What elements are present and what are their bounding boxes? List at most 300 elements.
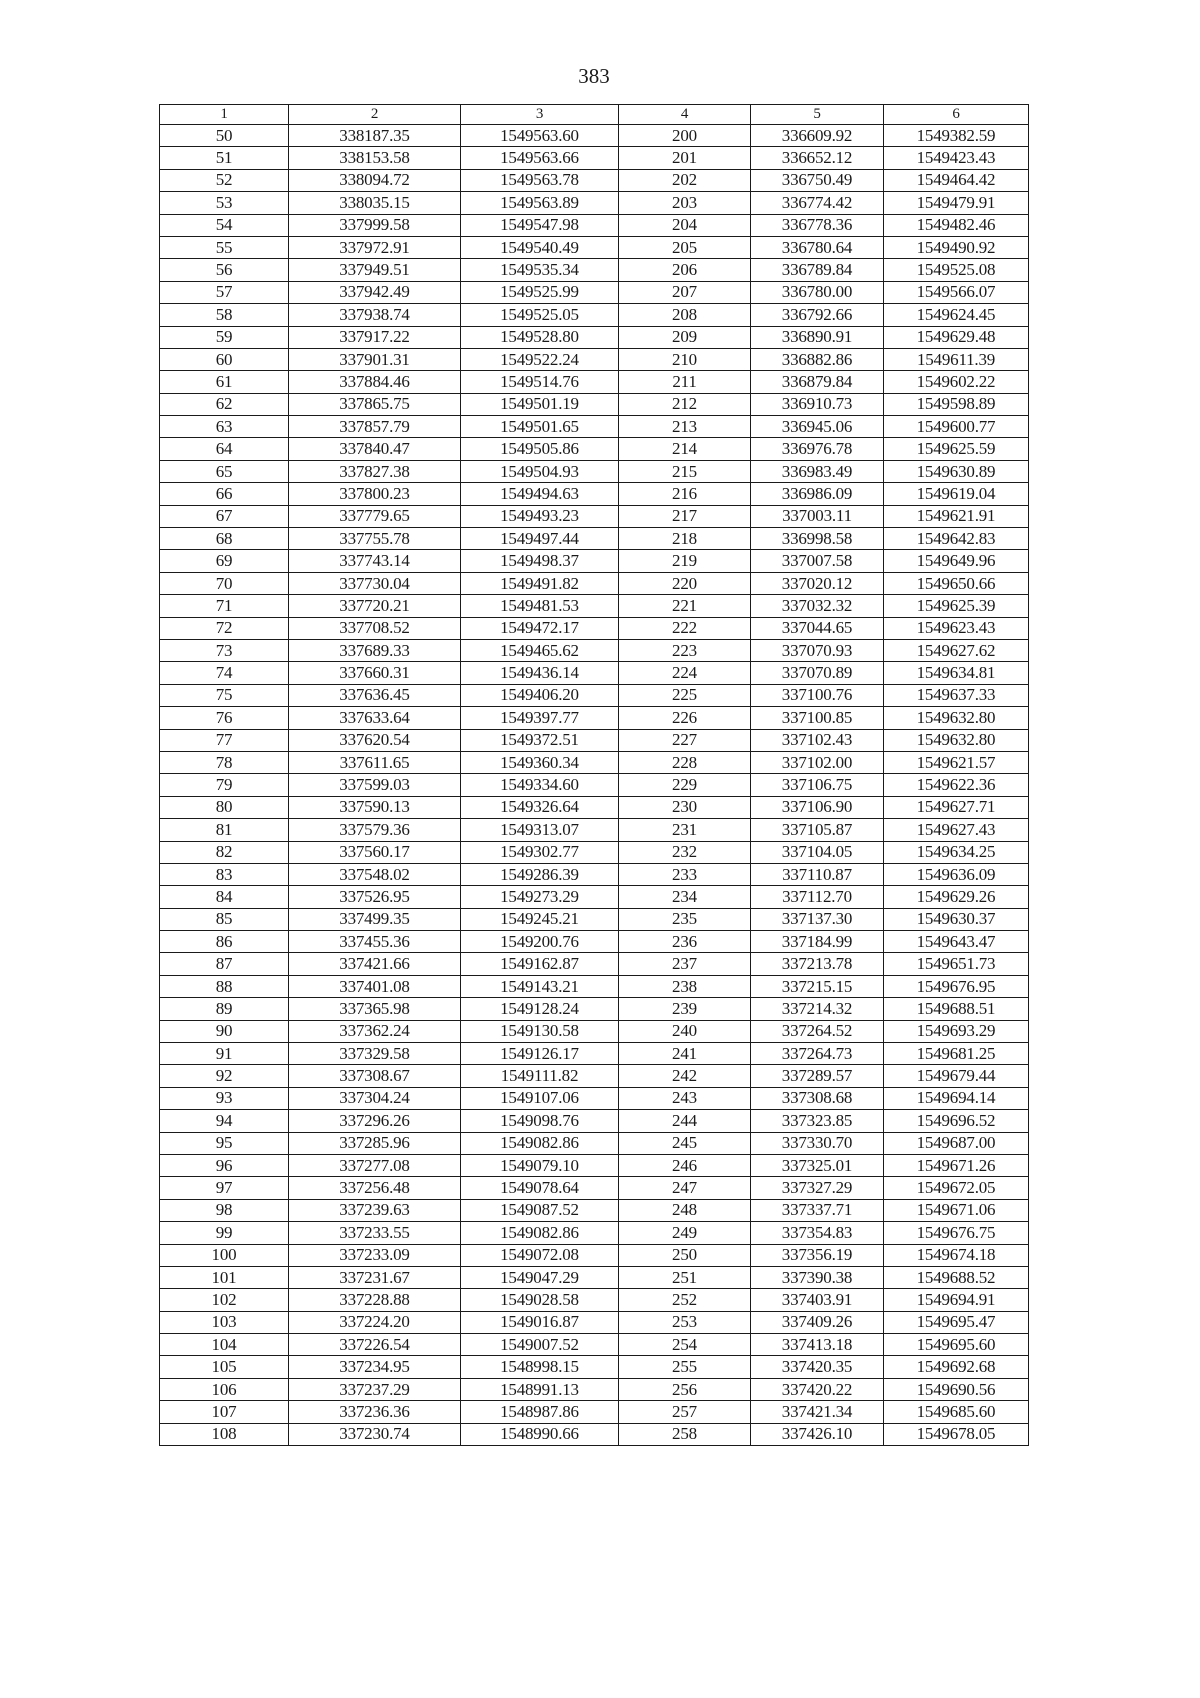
table-row [160,1020,1029,1042]
y-coordinate-cell: 1549072.08 [461,1244,619,1266]
y-coordinate-cell: 1549624.45 [884,304,1029,326]
x-coordinate-cell: 337308.68 [751,1087,884,1109]
point-number-cell: 235 [619,908,751,930]
y-coordinate-cell: 1549695.60 [884,1334,1029,1356]
y-coordinate-cell: 1549563.78 [461,169,619,191]
table-row [160,460,1029,482]
table-row [160,863,1029,885]
x-coordinate-cell: 337403.91 [751,1289,884,1311]
y-coordinate-cell: 1549632.80 [884,707,1029,729]
y-coordinate-cell: 1549028.58 [461,1289,619,1311]
point-number-cell: 241 [619,1043,751,1065]
point-number-cell: 210 [619,348,751,370]
y-coordinate-cell: 1549497.44 [461,528,619,550]
x-coordinate-cell: 337409.26 [751,1311,884,1333]
y-coordinate-cell: 1549685.60 [884,1401,1029,1423]
table-row [160,662,1029,684]
y-coordinate-cell: 1549688.52 [884,1266,1029,1288]
point-number-cell: 105 [160,1356,289,1378]
y-coordinate-cell: 1549619.04 [884,483,1029,505]
y-coordinate-cell: 1549625.59 [884,438,1029,460]
y-coordinate-cell: 1549111.82 [461,1065,619,1087]
y-coordinate-cell: 1549671.26 [884,1154,1029,1176]
point-number-cell: 229 [619,774,751,796]
y-coordinate-cell: 1549678.05 [884,1423,1029,1445]
x-coordinate-cell: 337289.57 [751,1065,884,1087]
x-coordinate-cell: 337708.52 [289,617,461,639]
x-coordinate-cell: 337972.91 [289,236,461,258]
y-coordinate-cell: 1549472.17 [461,617,619,639]
y-coordinate-cell: 1549525.08 [884,259,1029,281]
x-coordinate-cell: 337230.74 [289,1423,461,1445]
table-row [160,819,1029,841]
point-number-cell: 82 [160,841,289,863]
y-coordinate-cell: 1549650.66 [884,572,1029,594]
y-coordinate-cell: 1549688.51 [884,998,1029,1020]
x-coordinate-cell: 337548.02 [289,863,461,885]
point-number-cell: 106 [160,1378,289,1400]
y-coordinate-cell: 1548987.86 [461,1401,619,1423]
y-coordinate-cell: 1549602.22 [884,371,1029,393]
y-coordinate-cell: 1549498.37 [461,550,619,572]
x-coordinate-cell: 337020.12 [751,572,884,594]
x-coordinate-cell: 338035.15 [289,192,461,214]
point-number-cell: 83 [160,863,289,885]
x-coordinate-cell: 336879.84 [751,371,884,393]
point-number-cell: 240 [619,1020,751,1042]
y-coordinate-cell: 1549522.24 [461,348,619,370]
x-coordinate-cell: 337296.26 [289,1110,461,1132]
x-coordinate-cell: 337224.20 [289,1311,461,1333]
y-coordinate-cell: 1549679.44 [884,1065,1029,1087]
y-coordinate-cell: 1549621.91 [884,505,1029,527]
point-number-cell: 81 [160,819,289,841]
point-number-cell: 65 [160,460,289,482]
point-number-cell: 234 [619,886,751,908]
table-row [160,617,1029,639]
table-row [160,998,1029,1020]
y-coordinate-cell: 1549302.77 [461,841,619,863]
point-number-cell: 221 [619,595,751,617]
x-coordinate-cell: 337840.47 [289,438,461,460]
table-row [160,192,1029,214]
point-number-cell: 100 [160,1244,289,1266]
table-row [160,931,1029,953]
point-number-cell: 95 [160,1132,289,1154]
x-coordinate-cell: 337112.70 [751,886,884,908]
y-coordinate-cell: 1549079.10 [461,1154,619,1176]
point-number-cell: 202 [619,169,751,191]
table-row [160,1334,1029,1356]
point-number-cell: 96 [160,1154,289,1176]
point-number-cell: 225 [619,684,751,706]
x-coordinate-cell: 337233.55 [289,1222,461,1244]
table-row [160,348,1029,370]
y-coordinate-cell: 1549128.24 [461,998,619,1020]
x-coordinate-cell: 337070.89 [751,662,884,684]
y-coordinate-cell: 1549600.77 [884,416,1029,438]
table-row [160,1043,1029,1065]
y-coordinate-cell: 1549547.98 [461,214,619,236]
x-coordinate-cell: 337104.05 [751,841,884,863]
y-coordinate-cell: 1549563.66 [461,147,619,169]
y-coordinate-cell: 1549423.43 [884,147,1029,169]
x-coordinate-cell: 337942.49 [289,281,461,303]
point-number-cell: 232 [619,841,751,863]
table-row [160,572,1029,594]
x-coordinate-cell: 337660.31 [289,662,461,684]
point-number-cell: 243 [619,1087,751,1109]
y-coordinate-cell: 1549694.91 [884,1289,1029,1311]
point-number-cell: 223 [619,639,751,661]
y-coordinate-cell: 1549334.60 [461,774,619,796]
point-number-cell: 226 [619,707,751,729]
y-coordinate-cell: 1549623.43 [884,617,1029,639]
x-coordinate-cell: 337277.08 [289,1154,461,1176]
y-coordinate-cell: 1549637.33 [884,684,1029,706]
y-coordinate-cell: 1549681.25 [884,1043,1029,1065]
point-number-cell: 245 [619,1132,751,1154]
point-number-cell: 217 [619,505,751,527]
x-coordinate-cell: 337215.15 [751,975,884,997]
point-number-cell: 252 [619,1289,751,1311]
column-header: 6 [884,105,1029,125]
point-number-cell: 84 [160,886,289,908]
x-coordinate-cell: 337827.38 [289,460,461,482]
point-number-cell: 213 [619,416,751,438]
x-coordinate-cell: 336774.42 [751,192,884,214]
x-coordinate-cell: 337106.75 [751,774,884,796]
x-coordinate-cell: 337285.96 [289,1132,461,1154]
x-coordinate-cell: 336983.49 [751,460,884,482]
point-number-cell: 256 [619,1378,751,1400]
point-number-cell: 246 [619,1154,751,1176]
y-coordinate-cell: 1549630.37 [884,908,1029,930]
point-number-cell: 253 [619,1311,751,1333]
point-number-cell: 238 [619,975,751,997]
x-coordinate-cell: 337231.67 [289,1266,461,1288]
y-coordinate-cell: 1549245.21 [461,908,619,930]
x-coordinate-cell: 337426.10 [751,1423,884,1445]
table-row [160,886,1029,908]
x-coordinate-cell: 336778.36 [751,214,884,236]
point-number-cell: 57 [160,281,289,303]
x-coordinate-cell: 338094.72 [289,169,461,191]
y-coordinate-cell: 1549611.39 [884,348,1029,370]
y-coordinate-cell: 1549382.59 [884,125,1029,147]
point-number-cell: 258 [619,1423,751,1445]
point-number-cell: 230 [619,796,751,818]
x-coordinate-cell: 337137.30 [751,908,884,930]
y-coordinate-cell: 1549501.65 [461,416,619,438]
point-number-cell: 61 [160,371,289,393]
point-number-cell: 215 [619,460,751,482]
point-number-cell: 75 [160,684,289,706]
table-row [160,1177,1029,1199]
y-coordinate-cell: 1549130.58 [461,1020,619,1042]
x-coordinate-cell: 337007.58 [751,550,884,572]
table-row [160,1289,1029,1311]
x-coordinate-cell: 337636.45 [289,684,461,706]
y-coordinate-cell: 1549671.06 [884,1199,1029,1221]
y-coordinate-cell: 1549082.86 [461,1222,619,1244]
y-coordinate-cell: 1549627.62 [884,639,1029,661]
x-coordinate-cell: 337917.22 [289,326,461,348]
y-coordinate-cell: 1549107.06 [461,1087,619,1109]
point-number-cell: 204 [619,214,751,236]
table-row [160,147,1029,169]
table-row [160,438,1029,460]
x-coordinate-cell: 337560.17 [289,841,461,863]
x-coordinate-cell: 337304.24 [289,1087,461,1109]
table-row [160,774,1029,796]
point-number-cell: 206 [619,259,751,281]
y-coordinate-cell: 1549634.25 [884,841,1029,863]
x-coordinate-cell: 337233.09 [289,1244,461,1266]
point-number-cell: 212 [619,393,751,415]
point-number-cell: 107 [160,1401,289,1423]
coordinates-table [159,104,1029,1446]
point-number-cell: 257 [619,1401,751,1423]
point-number-cell: 94 [160,1110,289,1132]
x-coordinate-cell: 337420.22 [751,1378,884,1400]
x-coordinate-cell: 337720.21 [289,595,461,617]
y-coordinate-cell: 1549514.76 [461,371,619,393]
table-row [160,796,1029,818]
y-coordinate-cell: 1549372.51 [461,729,619,751]
point-number-cell: 67 [160,505,289,527]
x-coordinate-cell: 336652.12 [751,147,884,169]
x-coordinate-cell: 337100.76 [751,684,884,706]
point-number-cell: 52 [160,169,289,191]
point-number-cell: 244 [619,1110,751,1132]
y-coordinate-cell: 1549491.82 [461,572,619,594]
point-number-cell: 218 [619,528,751,550]
x-coordinate-cell: 337949.51 [289,259,461,281]
point-number-cell: 86 [160,931,289,953]
x-coordinate-cell: 337184.99 [751,931,884,953]
point-number-cell: 69 [160,550,289,572]
column-header: 3 [461,105,619,125]
x-coordinate-cell: 337579.36 [289,819,461,841]
x-coordinate-cell: 337264.52 [751,1020,884,1042]
table-row [160,1222,1029,1244]
point-number-cell: 231 [619,819,751,841]
x-coordinate-cell: 337330.70 [751,1132,884,1154]
column-header: 4 [619,105,751,125]
x-coordinate-cell: 337413.18 [751,1334,884,1356]
table-row [160,304,1029,326]
x-coordinate-cell: 337730.04 [289,572,461,594]
table-row [160,684,1029,706]
y-coordinate-cell: 1549540.49 [461,236,619,258]
x-coordinate-cell: 338153.58 [289,147,461,169]
coordinates-table-container [159,104,1028,1446]
y-coordinate-cell: 1549465.62 [461,639,619,661]
table-row [160,1401,1029,1423]
y-coordinate-cell: 1549397.77 [461,707,619,729]
table-row [160,729,1029,751]
x-coordinate-cell: 337590.13 [289,796,461,818]
y-coordinate-cell: 1548998.15 [461,1356,619,1378]
y-coordinate-cell: 1549528.80 [461,326,619,348]
table-row [160,1199,1029,1221]
x-coordinate-cell: 337390.38 [751,1266,884,1288]
point-number-cell: 200 [619,125,751,147]
point-number-cell: 78 [160,751,289,773]
y-coordinate-cell: 1549126.17 [461,1043,619,1065]
x-coordinate-cell: 337354.83 [751,1222,884,1244]
point-number-cell: 208 [619,304,751,326]
point-number-cell: 55 [160,236,289,258]
x-coordinate-cell: 337264.73 [751,1043,884,1065]
x-coordinate-cell: 336890.91 [751,326,884,348]
point-number-cell: 222 [619,617,751,639]
x-coordinate-cell: 337421.66 [289,953,461,975]
y-coordinate-cell: 1549525.05 [461,304,619,326]
table-row [160,595,1029,617]
x-coordinate-cell: 337102.00 [751,751,884,773]
x-coordinate-cell: 337308.67 [289,1065,461,1087]
x-coordinate-cell: 337779.65 [289,505,461,527]
point-number-cell: 103 [160,1311,289,1333]
y-coordinate-cell: 1549694.14 [884,1087,1029,1109]
x-coordinate-cell: 337365.98 [289,998,461,1020]
table-row [160,1110,1029,1132]
point-number-cell: 59 [160,326,289,348]
y-coordinate-cell: 1549627.71 [884,796,1029,818]
table-row [160,1378,1029,1400]
y-coordinate-cell: 1549501.19 [461,393,619,415]
point-number-cell: 68 [160,528,289,550]
y-coordinate-cell: 1549629.26 [884,886,1029,908]
table-row [160,908,1029,930]
x-coordinate-cell: 337213.78 [751,953,884,975]
y-coordinate-cell: 1549535.34 [461,259,619,281]
y-coordinate-cell: 1549493.23 [461,505,619,527]
x-coordinate-cell: 337999.58 [289,214,461,236]
y-coordinate-cell: 1549464.42 [884,169,1029,191]
point-number-cell: 233 [619,863,751,885]
point-number-cell: 236 [619,931,751,953]
y-coordinate-cell: 1549651.73 [884,953,1029,975]
x-coordinate-cell: 337800.23 [289,483,461,505]
y-coordinate-cell: 1549692.68 [884,1356,1029,1378]
y-coordinate-cell: 1549326.64 [461,796,619,818]
y-coordinate-cell: 1548990.66 [461,1423,619,1445]
point-number-cell: 70 [160,572,289,594]
y-coordinate-cell: 1549504.93 [461,460,619,482]
x-coordinate-cell: 337526.95 [289,886,461,908]
y-coordinate-cell: 1549200.76 [461,931,619,953]
table-row [160,505,1029,527]
table-row [160,975,1029,997]
y-coordinate-cell: 1549674.18 [884,1244,1029,1266]
y-coordinate-cell: 1548991.13 [461,1378,619,1400]
x-coordinate-cell: 337421.34 [751,1401,884,1423]
x-coordinate-cell: 337327.29 [751,1177,884,1199]
x-coordinate-cell: 337239.63 [289,1199,461,1221]
y-coordinate-cell: 1549563.60 [461,125,619,147]
y-coordinate-cell: 1549313.07 [461,819,619,841]
x-coordinate-cell: 337865.75 [289,393,461,415]
point-number-cell: 249 [619,1222,751,1244]
x-coordinate-cell: 337689.33 [289,639,461,661]
x-coordinate-cell: 337901.31 [289,348,461,370]
point-number-cell: 220 [619,572,751,594]
point-number-cell: 60 [160,348,289,370]
point-number-cell: 98 [160,1199,289,1221]
y-coordinate-cell: 1549505.86 [461,438,619,460]
x-coordinate-cell: 337743.14 [289,550,461,572]
x-coordinate-cell: 336945.06 [751,416,884,438]
point-number-cell: 80 [160,796,289,818]
y-coordinate-cell: 1549098.76 [461,1110,619,1132]
y-coordinate-cell: 1549690.56 [884,1378,1029,1400]
x-coordinate-cell: 337105.87 [751,819,884,841]
table-row [160,416,1029,438]
x-coordinate-cell: 337070.93 [751,639,884,661]
table-row [160,953,1029,975]
table-row [160,1311,1029,1333]
y-coordinate-cell: 1549082.86 [461,1132,619,1154]
x-coordinate-cell: 337620.54 [289,729,461,751]
x-coordinate-cell: 337226.54 [289,1334,461,1356]
column-header: 5 [751,105,884,125]
table-row [160,281,1029,303]
x-coordinate-cell: 337102.43 [751,729,884,751]
y-coordinate-cell: 1549693.29 [884,1020,1029,1042]
table-row [160,259,1029,281]
x-coordinate-cell: 337032.32 [751,595,884,617]
point-number-cell: 88 [160,975,289,997]
point-number-cell: 108 [160,1423,289,1445]
table-row [160,326,1029,348]
x-coordinate-cell: 337106.90 [751,796,884,818]
table-row [160,371,1029,393]
x-coordinate-cell: 337100.85 [751,707,884,729]
table-row [160,483,1029,505]
x-coordinate-cell: 337110.87 [751,863,884,885]
table-row [160,393,1029,415]
y-coordinate-cell: 1549047.29 [461,1266,619,1288]
y-coordinate-cell: 1549360.34 [461,751,619,773]
point-number-cell: 79 [160,774,289,796]
table-row [160,1244,1029,1266]
x-coordinate-cell: 337362.24 [289,1020,461,1042]
point-number-cell: 87 [160,953,289,975]
point-number-cell: 76 [160,707,289,729]
point-number-cell: 97 [160,1177,289,1199]
x-coordinate-cell: 336780.64 [751,236,884,258]
point-number-cell: 58 [160,304,289,326]
table-row [160,1266,1029,1288]
table-row [160,169,1029,191]
x-coordinate-cell: 336986.09 [751,483,884,505]
point-number-cell: 72 [160,617,289,639]
point-number-cell: 219 [619,550,751,572]
table-row [160,1132,1029,1154]
y-coordinate-cell: 1549630.89 [884,460,1029,482]
table-row [160,1154,1029,1176]
point-number-cell: 90 [160,1020,289,1042]
point-number-cell: 66 [160,483,289,505]
x-coordinate-cell: 336976.78 [751,438,884,460]
y-coordinate-cell: 1549007.52 [461,1334,619,1356]
point-number-cell: 239 [619,998,751,1020]
point-number-cell: 85 [160,908,289,930]
x-coordinate-cell: 336780.00 [751,281,884,303]
